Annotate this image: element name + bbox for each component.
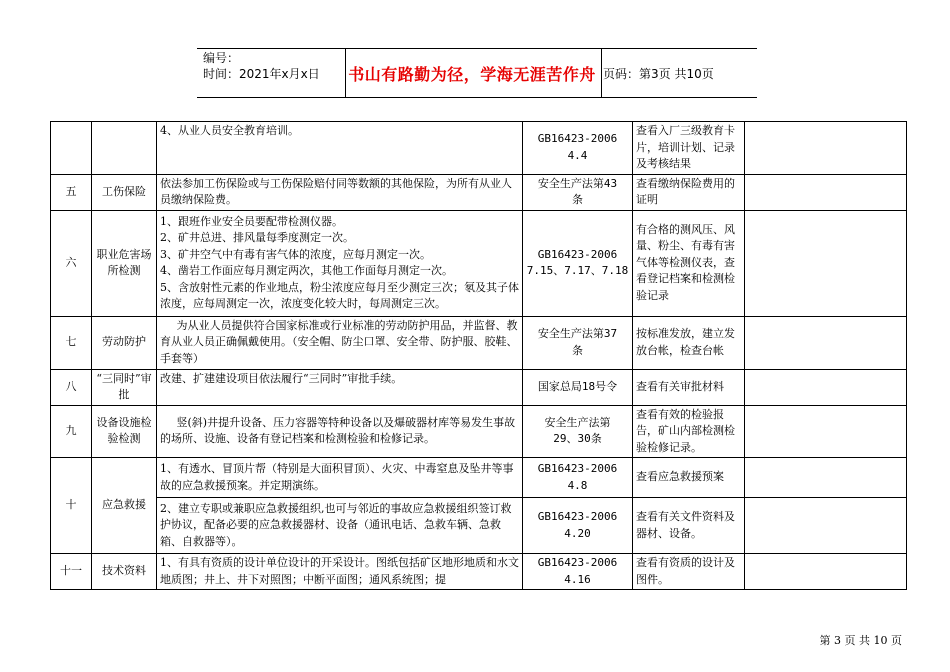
- row-method: 有合格的测风压、风量、粉尘、有毒有害气体等检测仪表，查看登记档案和检测检验记录: [633, 210, 745, 316]
- header-time: 时间：2021年x月x日: [203, 67, 320, 81]
- content-item: 3、矿井空气中有毒有害气体的浓度，应每月测定一次。: [160, 247, 431, 261]
- row-number: 七: [51, 316, 92, 369]
- row-basis: [523, 405, 633, 458]
- content-item: 5、含放射性元素的作业地点，粉尘浓度应每月至少测定三次；氡及其子体浓度，应每周测定一次，浓度变化较大时，每周测定三次。: [160, 280, 519, 310]
- row-number: 八: [51, 369, 92, 405]
- table-row: [51, 554, 907, 590]
- header-page: 页码：第3页 共10页: [603, 66, 714, 81]
- row-number: 九: [51, 405, 92, 458]
- content-item: 改建、扩建建设项目依法履行“三同时”审批手续。: [160, 371, 403, 385]
- content-item: 2、矿井总进、排风量每季度测定一次。: [160, 231, 354, 244]
- basis-line: GB16423-2006: [537, 247, 618, 261]
- row-number: 五: [51, 174, 92, 210]
- row-remark: [745, 174, 907, 210]
- row-number: 六: [51, 210, 92, 316]
- content-item: 依法参加工伤保险或与工伤保险赔付同等数额的其他保险，为所有从业人员缴纳保险费。: [160, 176, 512, 206]
- basis-line: 4.4: [567, 148, 588, 162]
- basis-line: GB16423-2006: [537, 462, 618, 475]
- basis-line: 条: [572, 193, 583, 206]
- basis-line: 国家总局18号令: [537, 379, 618, 393]
- row-basis: [523, 210, 633, 316]
- table-row: [51, 498, 907, 554]
- row-method: 查看有关审批材料: [633, 369, 745, 405]
- row-remark: [745, 369, 907, 405]
- content-item: 4、凿岩工作面应每月测定两次，其他工作面每月测定一次。: [160, 264, 453, 277]
- row-basis: [523, 122, 633, 175]
- row-method: 按标准发放，建立发放台帐，检查台帐: [633, 316, 745, 369]
- table-row: [51, 458, 907, 498]
- basis-line: 4.16: [564, 572, 591, 586]
- row-method: 查看应急救援预案: [633, 458, 745, 498]
- basis-line: GB16423-2006: [537, 556, 618, 569]
- row-name: 工伤保险: [92, 174, 157, 210]
- content-item: 为从业人员提供符合国家标准或行业标准的劳动防护用品，并监督、教育从业人员正确佩戴使用。（安全帽、防尘口罩、安全带、防护服、胶鞋、手套等）: [160, 318, 518, 365]
- basis-line: 安全生产法第37: [537, 327, 618, 340]
- header-meta: [203, 50, 343, 82]
- row-basis: [523, 174, 633, 210]
- row-name: [92, 122, 157, 175]
- row-content: [157, 554, 523, 590]
- table-row: [51, 316, 907, 369]
- row-name: 设备设施检验检测: [92, 405, 157, 458]
- header-code: 编号：: [203, 51, 240, 65]
- row-name: “三同时”审批: [92, 369, 157, 405]
- row-basis: [523, 498, 633, 554]
- row-remark: [745, 498, 907, 554]
- row-method: 查看缴纳保险费用的证明: [633, 174, 745, 210]
- table-row: [51, 369, 907, 405]
- row-remark: [745, 210, 907, 316]
- row-method: 查看入厂三级教育卡片，培训计划、记录及考核结果: [633, 122, 745, 175]
- row-content: [157, 210, 523, 316]
- row-remark: [745, 316, 907, 369]
- basis-line: 4.8: [567, 478, 588, 492]
- basis-line: 条: [572, 343, 583, 357]
- row-number: 十: [51, 458, 92, 554]
- row-name: 职业危害场所检测: [92, 210, 157, 316]
- row-basis: [523, 554, 633, 590]
- inspection-table: [50, 121, 907, 590]
- row-remark: [745, 554, 907, 590]
- header-motto: 书山有路勤为径，学海无涯苦作舟: [348, 64, 596, 84]
- table-row: [51, 405, 907, 458]
- table-row: [51, 210, 907, 316]
- row-number: [51, 122, 92, 175]
- row-number: 十一: [51, 554, 92, 590]
- header-divider: [345, 49, 346, 97]
- row-name: 应急救援: [92, 458, 157, 554]
- header-divider: [601, 49, 602, 97]
- content-item: 1、有具有资质的设计单位设计的开采设计。图纸包括矿区地形地质和水文地质图；井上、井下对照图；中断平面图；通风系统图；提: [160, 556, 519, 586]
- basis-line: GB16423-2006: [537, 510, 618, 523]
- basis-line: GB16423-2006: [537, 132, 618, 146]
- basis-line: 安全生产法第: [544, 415, 611, 429]
- row-content: [157, 498, 523, 554]
- page-header: [197, 48, 757, 98]
- row-method: 查看有效的检验报告，矿山内部检测检验检修记录。: [633, 405, 745, 458]
- row-basis: [523, 369, 633, 405]
- row-remark: [745, 122, 907, 175]
- row-content: [157, 174, 523, 210]
- basis-line: 4.20: [564, 526, 591, 540]
- row-name: 技术资料: [92, 554, 157, 590]
- row-content: [157, 122, 523, 175]
- row-remark: [745, 405, 907, 458]
- row-method: 查看有关文件资料及器材、设备。: [633, 498, 745, 554]
- row-content: [157, 405, 523, 458]
- row-name: 劳动防护: [92, 316, 157, 369]
- content-item: 4、从业人员安全教育培训。: [160, 124, 299, 137]
- content-item: 竖(斜)井提升设备、压力容器等特种设备以及爆破器材库等易发生事故的场所、设施、设备有登记档案和检测检验和检修记录。: [160, 415, 516, 446]
- page-footer: 第 3 页 共 10 页: [819, 634, 902, 647]
- row-content: [157, 458, 523, 498]
- row-content: [157, 369, 523, 405]
- row-remark: [745, 458, 907, 498]
- content-item: 1、跟班作业安全员要配带检测仪器。: [160, 214, 343, 228]
- content-item: 1、有透水、冒顶片帮（特别是大面积冒顶）、火灾、中毒窒息及坠井等事故的应急救援预案。并定期演练。: [160, 462, 514, 492]
- table-row: [51, 122, 907, 175]
- table-row: [51, 174, 907, 210]
- basis-line: 7.15、7.17、7.18: [526, 264, 629, 277]
- row-method: 查看有资质的设计及图件。: [633, 554, 745, 590]
- row-basis: [523, 458, 633, 498]
- basis-line: 29、30条: [553, 432, 602, 446]
- content-item: 2、建立专职或兼职应急救援组织,也可与邻近的事故应急救援组织签订救护协议，配备必要的应急救援器材、设备（通讯电话、急救车辆、急救箱、自救器等）。: [160, 501, 512, 548]
- basis-line: 安全生产法第43: [537, 176, 618, 190]
- row-basis: [523, 316, 633, 369]
- row-content: [157, 316, 523, 369]
